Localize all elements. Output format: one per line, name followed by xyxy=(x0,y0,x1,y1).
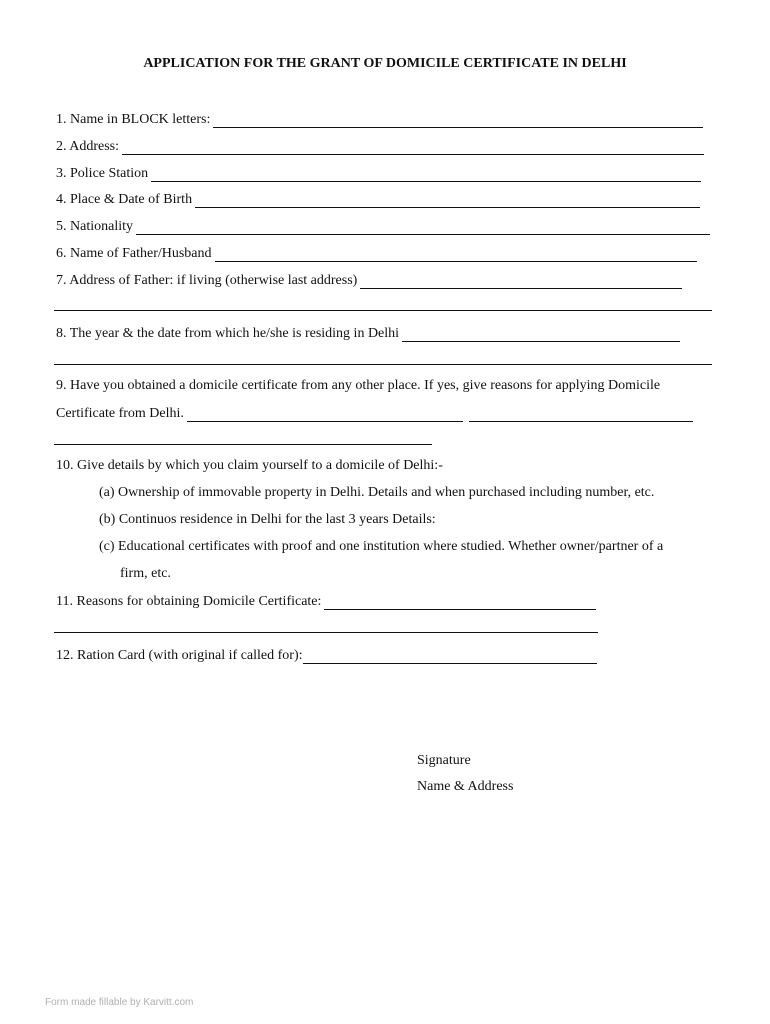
field-police-station-label: 3. Police Station xyxy=(56,166,149,181)
field-claim-education: (c) Educational certificates with proof and one institution where studied. Whether owner/partner of a xyxy=(99,539,664,554)
field-reasons-row xyxy=(56,592,596,610)
field-claim-education-cont: firm, etc. xyxy=(120,566,171,581)
field-name-label: 1. Name in BLOCK letters: xyxy=(56,112,211,127)
field-police-station-input[interactable] xyxy=(151,168,701,182)
field-police-station-row xyxy=(56,164,701,182)
field-nationality-label: 5. Nationality xyxy=(56,219,133,234)
field-father-address-input[interactable] xyxy=(360,275,682,289)
field-nationality-row xyxy=(56,217,710,235)
field-father-name-label: 6. Name of Father/Husband xyxy=(56,246,212,261)
field-other-domicile-label-cont: Certificate from Delhi. xyxy=(56,406,184,421)
field-ration-card-label: 12. Ration Card (with original if called for): xyxy=(56,648,303,663)
field-father-name-input[interactable] xyxy=(215,248,697,262)
field-birth-input[interactable] xyxy=(195,194,700,208)
field-reasons-continuation[interactable] xyxy=(54,632,598,633)
field-reasons-input[interactable] xyxy=(324,596,596,610)
field-residing-continuation[interactable] xyxy=(54,364,712,365)
field-other-domicile-continuation[interactable] xyxy=(54,444,432,445)
field-ration-card-row xyxy=(56,646,597,664)
fillable-footer: Form made fillable by Karvitt.com xyxy=(45,997,194,1008)
field-residing-input[interactable] xyxy=(402,328,680,342)
field-name-input[interactable] xyxy=(213,114,703,128)
field-ration-card-input[interactable] xyxy=(303,650,597,664)
field-reasons-label: 11. Reasons for obtaining Domicile Certificate: xyxy=(56,594,322,609)
name-address-label: Name & Address xyxy=(417,779,514,794)
field-claim-heading: 10. Give details by which you claim yourself to a domicile of Delhi:- xyxy=(56,458,443,473)
field-father-address-label: 7. Address of Father: if living (otherwise last address) xyxy=(56,273,358,288)
field-birth-row xyxy=(56,190,700,208)
field-residing-row xyxy=(56,324,680,342)
field-other-domicile-label: 9. Have you obtained a domicile certificate from any other place. If yes, give reasons for applying Domicile xyxy=(56,378,661,393)
field-name-row xyxy=(56,110,703,128)
field-other-domicile-input-2[interactable] xyxy=(469,408,693,422)
field-father-name-row xyxy=(56,244,697,262)
field-nationality-input[interactable] xyxy=(136,221,710,235)
field-father-address-continuation[interactable] xyxy=(54,310,712,311)
signature-label: Signature xyxy=(417,753,471,768)
field-address-row xyxy=(56,137,704,155)
field-other-domicile-row xyxy=(56,404,693,422)
field-address-input[interactable] xyxy=(122,141,704,155)
field-father-address-row xyxy=(56,271,682,289)
field-birth-label: 4. Place & Date of Birth xyxy=(56,192,193,207)
form-title: APPLICATION FOR THE GRANT OF DOMICILE CERTIFICATE IN DELHI xyxy=(143,56,627,71)
field-address-label: 2. Address: xyxy=(56,139,119,154)
field-claim-residence: (b) Continuos residence in Delhi for the last 3 years Details: xyxy=(99,512,436,527)
field-other-domicile-input-1[interactable] xyxy=(187,408,463,422)
field-residing-label: 8. The year & the date from which he/she is residing in Delhi xyxy=(56,326,400,341)
field-claim-property: (a) Ownership of immovable property in Delhi. Details and when purchased including number, etc. xyxy=(99,485,655,500)
